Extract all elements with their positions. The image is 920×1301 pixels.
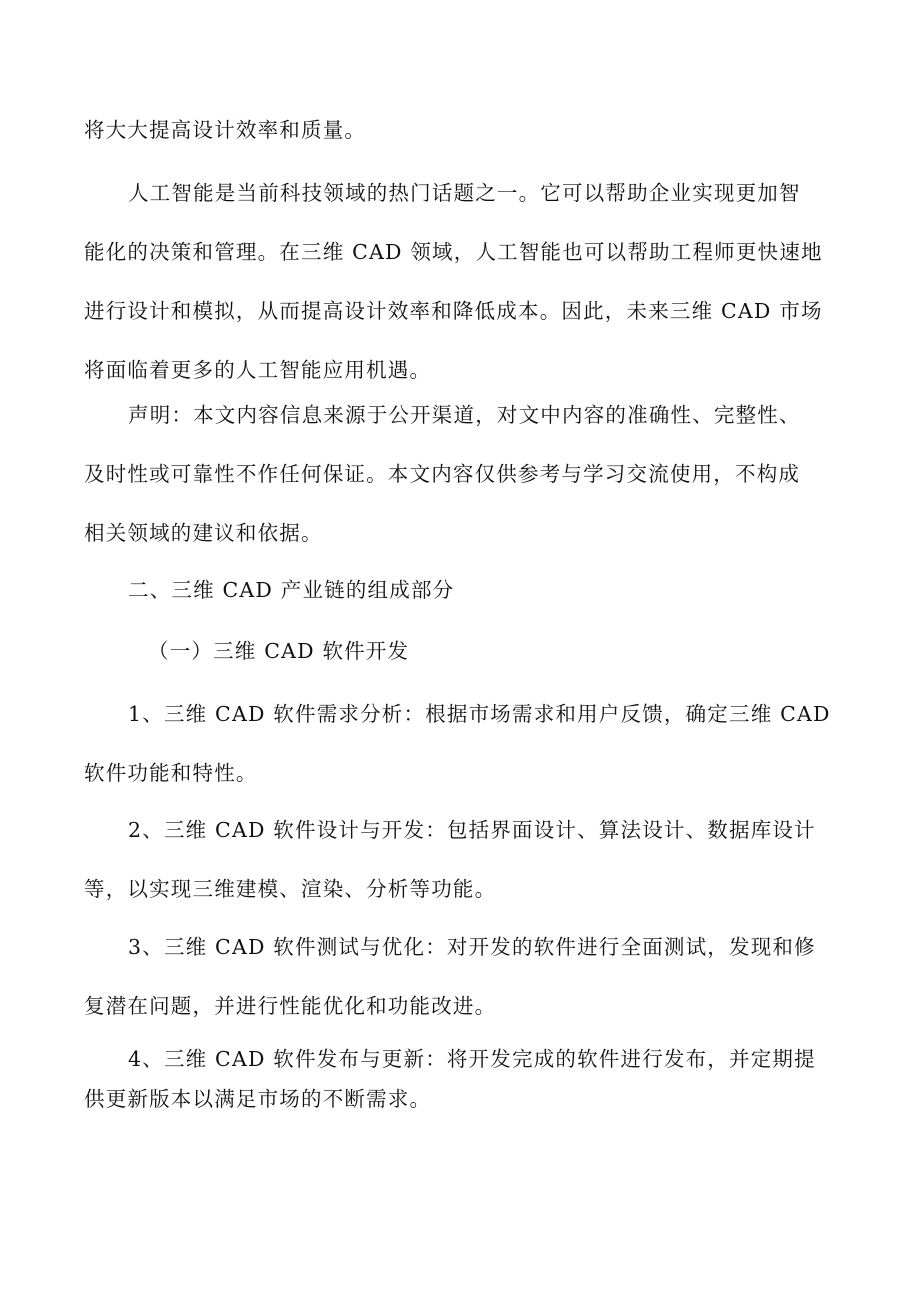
section-heading xyxy=(84,561,844,620)
text-line: 进行设计和模拟，从而提高设计效率和降低成本。因此，未来三维 CAD 市场 xyxy=(84,299,823,323)
text-line: 声明：本文内容信息来源于公开渠道，对文中内容的准确性、完整性、 xyxy=(128,403,801,427)
text-line: 等，以实现三维建模、渲染、分析等功能。 xyxy=(84,877,497,901)
paragraph-continuation xyxy=(84,101,844,160)
paragraph-disclaimer xyxy=(84,386,844,563)
text-line: 相关领域的建议和依据。 xyxy=(84,521,323,545)
heading-text: 二、三维 CAD 产业链的组成部分 xyxy=(128,578,455,602)
subsection-heading xyxy=(84,622,844,681)
text-line: 人工智能是当前科技领域的热门话题之一。它可以帮助企业实现更加智 xyxy=(128,181,801,205)
heading-text: （一）三维 CAD 软件开发 xyxy=(148,639,410,663)
text-line: 能化的决策和管理。在三维 CAD 领域，人工智能也可以帮助工程师更快速地 xyxy=(84,240,823,264)
list-item-3 xyxy=(84,918,844,1036)
list-item-1 xyxy=(84,685,844,803)
text-line: 4、三维 CAD 软件发布与更新：将开发完成的软件进行发布，并定期提 xyxy=(128,1047,816,1071)
list-item-2 xyxy=(84,801,844,919)
text-line: 供更新版本以满足市场的不断需求。 xyxy=(84,1087,432,1111)
text-line: 3、三维 CAD 软件测试与优化：对开发的软件进行全面测试，发现和修 xyxy=(128,935,816,959)
text-line: 及时性或可靠性不作任何保证。本文内容仅供参考与学习交流使用，不构成 xyxy=(84,462,801,486)
text-line: 软件功能和特性。 xyxy=(84,761,258,785)
list-item-4 xyxy=(84,1039,844,1119)
text-line: 复潜在问题，并进行性能优化和功能改进。 xyxy=(84,994,497,1018)
text-line: 1、三维 CAD 软件需求分析：根据市场需求和用户反馈，确定三维 CAD xyxy=(128,702,831,726)
text-line: 2、三维 CAD 软件设计与开发：包括界面设计、算法设计、数据库设计 xyxy=(128,818,816,842)
text-line: 将面临着更多的人工智能应用机遇。 xyxy=(84,358,432,382)
paragraph-ai xyxy=(84,164,844,400)
text-line: 将大大提高设计效率和质量。 xyxy=(84,118,367,142)
